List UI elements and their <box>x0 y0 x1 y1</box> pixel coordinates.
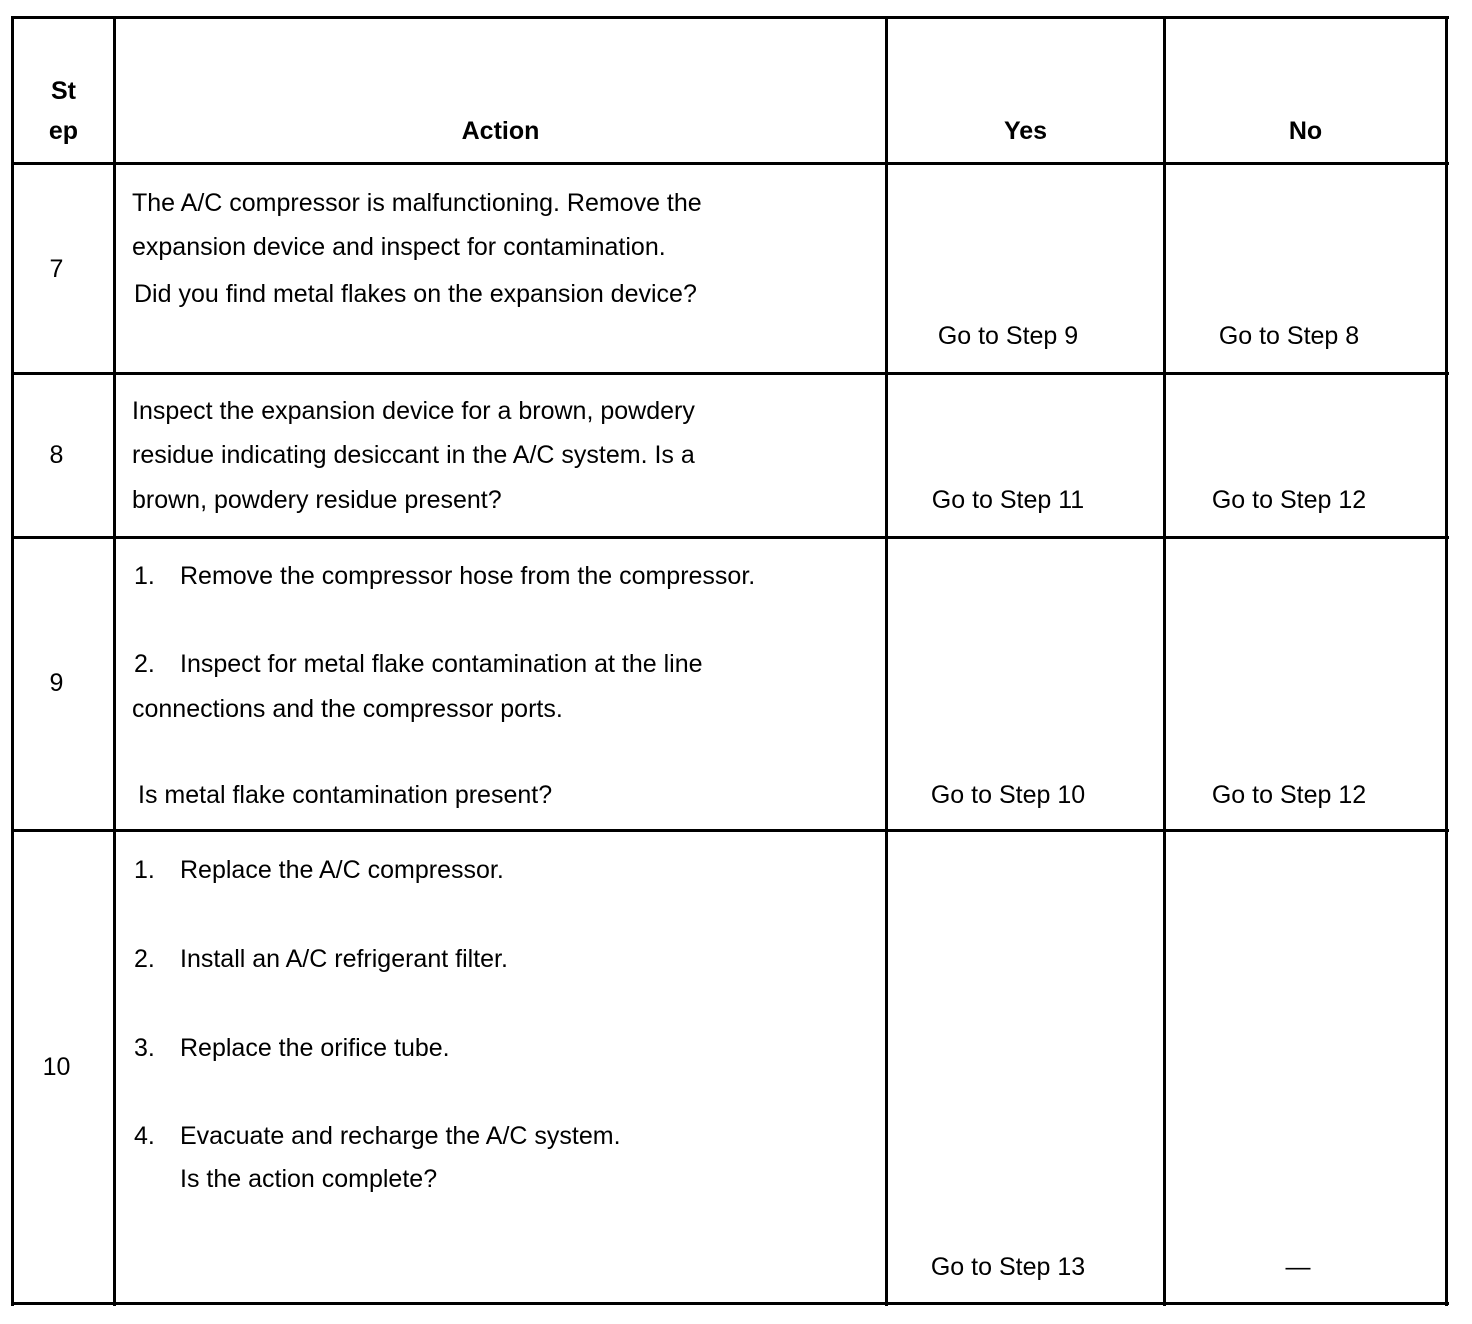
no-result: Go to Step 12 <box>1211 486 1367 514</box>
row-divider-9 <box>11 829 1449 832</box>
table-border-left <box>11 16 14 1306</box>
action-list-item <box>134 1033 450 1063</box>
no-result: Go to Step 12 <box>1211 781 1367 809</box>
action-question: Is metal flake contamination present? <box>138 781 553 809</box>
list-item-text: Remove the compressor hose from the compressor. <box>180 562 756 590</box>
column-divider-step <box>113 16 116 1306</box>
action-text-line: residue indicating desiccant in the A/C system. Is a <box>132 441 695 469</box>
header-action: Action <box>461 117 540 145</box>
action-question: Is the action complete? <box>180 1165 438 1193</box>
action-text-line: brown, powdery residue present? <box>132 486 502 514</box>
action-list-item <box>134 944 508 974</box>
list-item-text: Install an A/C refrigerant filter. <box>180 945 508 973</box>
list-item-number: 1. <box>134 562 155 590</box>
action-text-line: connections and the compressor ports. <box>132 695 563 723</box>
action-text-line: Did you find metal flakes on the expansion device? <box>134 280 697 308</box>
column-divider-yes <box>1163 16 1166 1306</box>
table-border-top <box>11 16 1449 19</box>
yes-result: Go to Step 9 <box>937 322 1079 350</box>
yes-result: Go to Step 13 <box>930 1253 1086 1281</box>
yes-result: Go to Step 11 <box>931 486 1085 514</box>
step-number: 9 <box>49 669 64 697</box>
header-no: No <box>1288 117 1323 145</box>
action-list-item <box>134 561 755 591</box>
list-item-number: 2. <box>134 945 155 973</box>
list-item-text: Inspect for metal flake contamination at the line <box>180 650 703 678</box>
header-step-line2: ep <box>48 117 79 145</box>
row-divider-7 <box>11 372 1449 375</box>
no-result: — <box>1285 1253 1311 1281</box>
action-text-line: Inspect the expansion device for a brown, powdery <box>132 397 695 425</box>
action-text-line: expansion device and inspect for contamination. <box>132 233 666 261</box>
row-divider-8 <box>11 536 1449 539</box>
step-number: 8 <box>49 441 64 469</box>
no-result: Go to Step 8 <box>1218 322 1360 350</box>
list-item-text: Evacuate and recharge the A/C system. <box>180 1122 621 1150</box>
list-item-text: Replace the A/C compressor. <box>180 856 504 884</box>
list-item-number: 1. <box>134 856 155 884</box>
table-border-bottom <box>11 1302 1449 1305</box>
column-divider-action <box>885 16 888 1306</box>
action-text-line: The A/C compressor is malfunctioning. Remove the <box>132 189 702 217</box>
table-border-right <box>1445 16 1448 1306</box>
action-list-item <box>134 1121 621 1151</box>
action-list-item <box>134 855 504 885</box>
list-item-text: Replace the orifice tube. <box>180 1034 450 1062</box>
header-divider <box>11 162 1449 165</box>
header-yes: Yes <box>1003 117 1048 145</box>
step-number: 10 <box>42 1053 71 1081</box>
header-step-line1: St <box>51 77 76 105</box>
yes-result: Go to Step 10 <box>930 781 1086 809</box>
action-list-item <box>134 649 703 679</box>
step-number: 7 <box>49 255 64 283</box>
list-item-number: 3. <box>134 1034 155 1062</box>
list-item-number: 4. <box>134 1122 155 1150</box>
list-item-number: 2. <box>134 650 155 678</box>
